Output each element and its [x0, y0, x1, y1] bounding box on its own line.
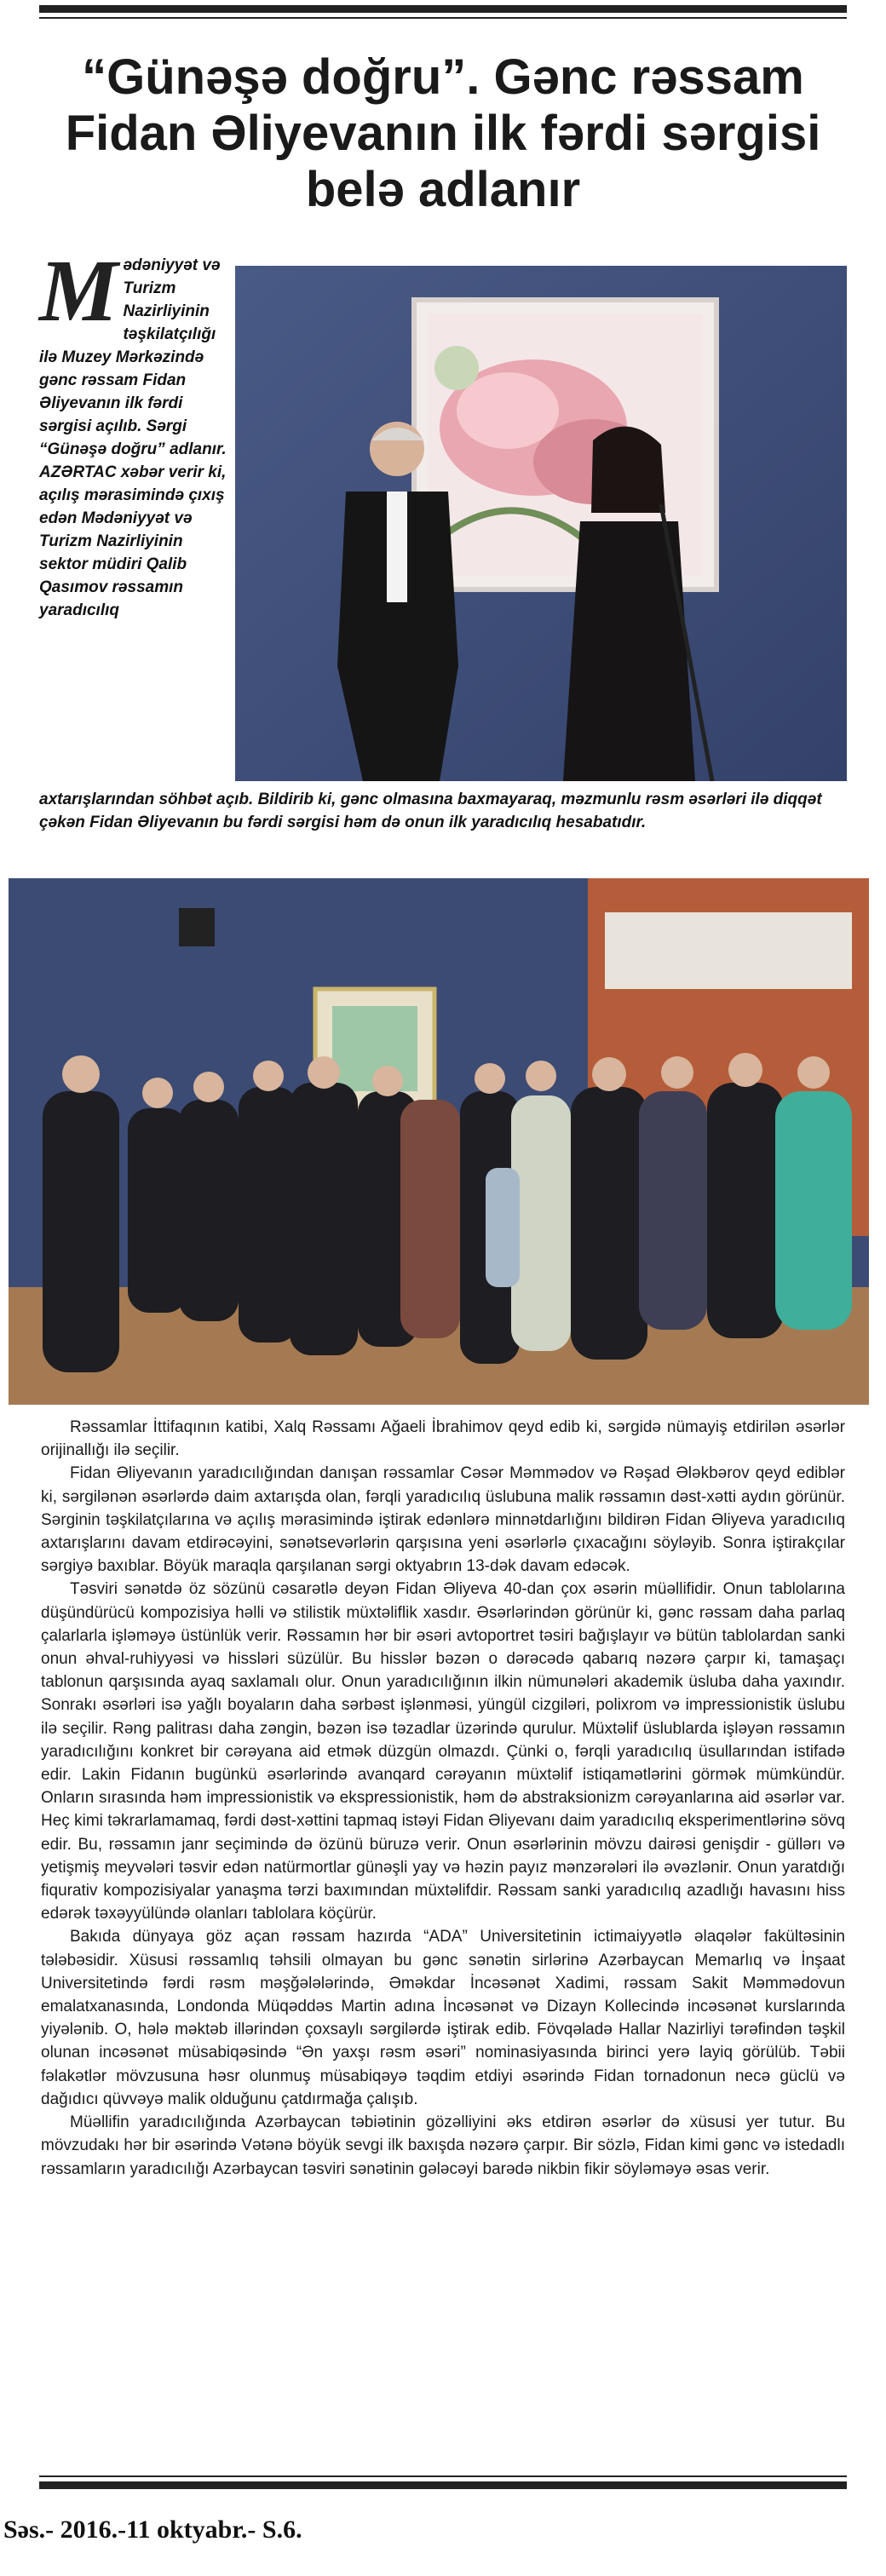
lead-column	[39, 242, 228, 622]
lead-tail: axtarışlarından söhbət açıb. Bildirib ki, gənc olmasına baxmayaraq, məzmunlu rəsm əsərləri ilə diqqət çəkən Fidan Əliyevanın bu fərdi sərgisi həm də onun ilk yaradıcılıq hesabatıdır.	[39, 791, 822, 831]
source-citation: Səs.- 2016.-11 oktyabr.- S.6.	[3, 2516, 302, 2544]
top-rule	[39, 5, 847, 13]
paragraph: Rəssamlar İttifaqının katibi, Xalq Rəssamı Ağaeli İbrahimov qeyd edib ki, sərgidə nümayiş etdirilən əsərlər orijinallığı ilə seçilir.	[41, 1418, 845, 1460]
drop-cap: M	[39, 242, 118, 340]
bottom-rule	[39, 2481, 847, 2489]
paragraph: Müəllifin yaradıcılığında Azərbaycan təbiətinin gözəlliyini əks etdirən əsərlər də xüsusi yer tutur. Bu mövzudakı hər bir əsərində Vətənə böyük sevgi ilk baxışda nəzərə çarpır. Bir sözlə, Fidan kimi gənc və istedadlı rəssamların yaradıcılığı Azərbaycan təsviri sənətinin gələcəyi barədə nikbin fikir söyləməyə əsas verir.	[41, 2113, 845, 2178]
photo-exhibition-crowd-illustration	[9, 878, 869, 1405]
article-headline: “Günəşə doğru”. Gənc rəssam Fidan Əliyevanın ilk fərdi sərgisi belə adlanır	[65, 49, 821, 217]
lead-text: ədəniyyət və Turizm Nazirliyinin təşkilatçılığı ilə Muzey Mərkəzində gənc rəssam Fidan Əliyevanın ilk fərdi sərgisi açılıb. Sərgi “Günəşə doğru” adlanır. AZƏRTAC xəbər verir ki, açılış mərasimində çıxış edən Mədəniyyət və Turizm Nazirliyinin sektor müdiri Qalib Qasımov rəssamın yaradıcılıq	[39, 256, 227, 619]
top-rule-thin	[39, 17, 847, 19]
photo-artist-speaking-illustration	[235, 266, 847, 781]
bottom-rule-thin	[39, 2475, 847, 2477]
photo-artist-speaking	[235, 266, 847, 781]
article-body	[41, 1416, 845, 2181]
paragraph: Fidan Əliyevanın yaradıcılığından danışan rəssamlar Cəsər Məmmədov və Rəşad Ələkbərov qeyd ediblər ki, sərgilənən əsərlərdə daim axtarışda olan, fərqli yaradıcılıq üslubuna malik rəssamın dəst-xətti aydın görünür. Sərginin təşkilatçılarına və açılış mərasimində iştirak edənlərə minnətdarlığını bildirən Fidan Əliyeva yaradıcılıq axtarışlarını davam etdirəcəyini, sənətsevərlərin qarşısına yeni əsərlərlə çıxacağını söyləyib. Sonra iştirakçılar sərgiyə baxıblar. Böyük maraqla qarşılanan sərgi oktyabrın 13-dək davam edəcək.	[41, 1464, 845, 1576]
paragraph: Bakıda dünyaya göz açan rəssam hazırda “ADA” Universitetinin ictimaiyyətlə əlaqələr fakültəsinin tələbəsidir. Xüsusi rəssamlıq təhsili olmayan bu gənc sənətin sirlərinə Azərbaycan Memarlıq və İnşaat Universitetində fərdi rəsm məşğələlərində, Əməkdar İncəsənət Xadimi, rəssam Sakit Məmmədovun emalatxanasında, Londonda Müqəddəs Martin adına İncəsənət və Dizayn Kollecində incəsənət kurslarında yiyələnib. O, hələ məktəb illərindən çoxsaylı sərgilərdə iştirak edib. Fövqəladə Hallar Nazirliyi tərəfindən təşkil olunan incəsənət müsabiqəsində “Ən yaxşı rəsm əsəri” nominasiyasında birinci yerə layiq görülüb. Təbii fəlakətlər mövzusuna həsr olunmuş müsabiqəyə təqdim etdiyi əsərində Fidan tornadonun necə güclü və dağıdıcı qüvvəyə malik olduğunu çatdırmağa çalışıb.	[41, 1928, 845, 2108]
photo-exhibition-crowd	[9, 878, 869, 1405]
paragraph: Təsviri sənətdə öz sözünü cəsarətlə deyən Fidan Əliyeva 40-dan çox əsərin müəllifidir. Onun tablolarına düşündürücü kompozisiya həlli və stilistik müxtəliflik xasdır. Əsərlərindən görünür ki, gənc rəssam daha parlaq çalarlarla işləməyə üstünlük verir. Rəssamın hər bir əsəri avtoportret təsiri bağışlayır və bütün tablolardan sanki onun əhval-ruhiyyəsi və hissləri süzülür. Bu hisslər bəzən o dərəcədə qabarıq nəzərə çarpır ki, tamaşaçı tablonun qarşısında ayaq saxlamalı olur. Onun yaradıcılığının ilkin nümunələri akademik üsluba daha yaxındır. Sonrakı əsərləri isə yağlı boyaların daha sərbəst işlənməsi, yüngül cizgiləri, polixrom və impressionistik üslubu ilə seçilir. Rəng palitrası daha zəngin, bəzən isə təzadlar üzərində qurulur. Müxtəlif üslublarda işləyən rəssamın yaradıcılığını konkret bir cərəyana aid etmək düzgün olmazdı. Çünki o, fərqli yaradıcılıq üsullarından istifadə edir. Lakin Fidanın bugünkü əsərlərində avanqard cərəyanın müxtəlif istiqamətlərini görmək mümkündür. Onların sırasında həm impressionistik və ekspressionistik, həm də abstraksionizm cərəyanlarına aid əsərlər var. Heç kimi təkrarlamamaq, fərdi dəst-xəttini tapmaq istəyi Fidan Əliyevanı daim yaradıcılıq eksperimentlərinə sövq edir. Bu, rəssamın janr seçimində də özünü büruzə verir. Onun əsərlərinin mövzu dairəsi genişdir - güllərı və yetişmiş meyvələri təsvir edən natürmortlar günəşli yay və həzin payız mənzərələri ilə əvəzlənir. Onun yaratdığı fiqurativ kompozisiyalar yanaşma tərzi baxımından müxtəlifdir. Rəssam sanki yaradıcılıq azadlığı havasını hiss edərək təxəyyülündə olanları tablolara köçürür.	[41, 1580, 845, 1923]
